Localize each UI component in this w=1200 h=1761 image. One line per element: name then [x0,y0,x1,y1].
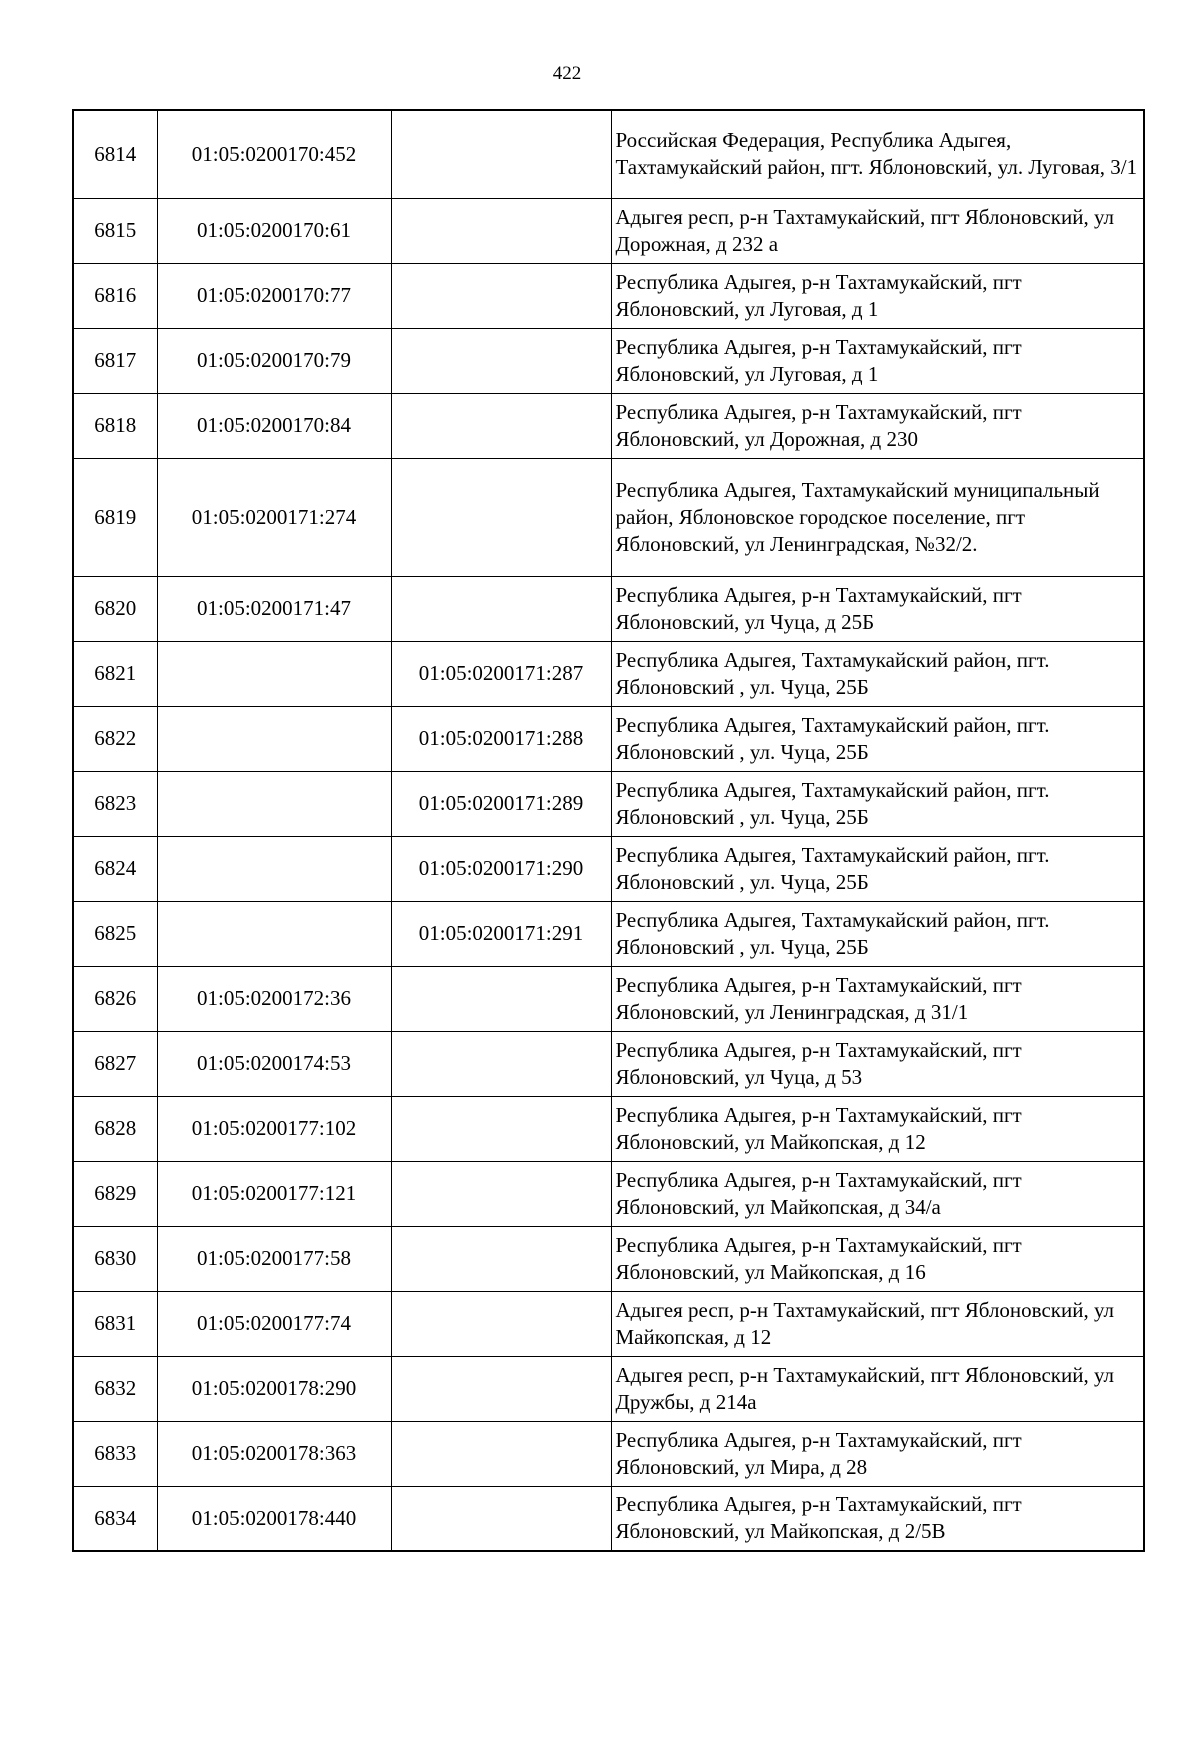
table-row [73,1161,1144,1226]
table-row [73,263,1144,328]
cadastral-number-alt-cell [391,1356,611,1421]
address-cell: Адыгея респ, р-н Тахтамукайский, пгт Яблоновский, ул Дорожная, д 232 а [611,198,1144,263]
address-cell: Республика Адыгея, р-н Тахтамукайский, пгт Яблоновский, ул Майкопская, д 16 [611,1226,1144,1291]
records-table-body [73,110,1144,1551]
address-cell: Республика Адыгея, р-н Тахтамукайский, пгт Яблоновский, ул Чуца, д 53 [611,1031,1144,1096]
cadastral-number-alt-cell [391,1161,611,1226]
cadastral-number-cell [157,836,391,901]
row-number-cell: 6832 [73,1356,157,1421]
cadastral-number-alt-cell [391,263,611,328]
cadastral-number-cell: 01:05:0200171:274 [157,458,391,576]
row-number-cell: 6818 [73,393,157,458]
cadastral-number-cell: 01:05:0200170:77 [157,263,391,328]
row-number-cell: 6814 [73,110,157,198]
address-cell: Республика Адыгея, Тахтамукайский район, пгт. Яблоновский , ул. Чуца, 25Б [611,901,1144,966]
cadastral-number-alt-cell [391,1031,611,1096]
cadastral-number-alt-cell: 01:05:0200171:290 [391,836,611,901]
address-cell: Республика Адыгея, р-н Тахтамукайский, пгт Яблоновский, ул Чуца, д 25Б [611,576,1144,641]
cadastral-number-alt-cell [391,458,611,576]
table-row [73,1486,1144,1551]
cadastral-number-alt-cell [391,328,611,393]
table-row [73,393,1144,458]
address-cell: Республика Адыгея, р-н Тахтамукайский, пгт Яблоновский, ул Луговая, д 1 [611,328,1144,393]
cadastral-number-cell: 01:05:0200172:36 [157,966,391,1031]
cadastral-number-cell: 01:05:0200178:440 [157,1486,391,1551]
table-row [73,576,1144,641]
table-row [73,1031,1144,1096]
cadastral-number-alt-cell: 01:05:0200171:291 [391,901,611,966]
row-number-cell: 6834 [73,1486,157,1551]
table-row [73,1096,1144,1161]
table-row [73,1421,1144,1486]
table-row [73,110,1144,198]
cadastral-number-cell: 01:05:0200170:79 [157,328,391,393]
cadastral-number-cell [157,901,391,966]
address-cell: Адыгея респ, р-н Тахтамукайский, пгт Яблоновский, ул Майкопская, д 12 [611,1291,1144,1356]
row-number-cell: 6824 [73,836,157,901]
table-row [73,641,1144,706]
table-row [73,771,1144,836]
cadastral-number-alt-cell: 01:05:0200171:287 [391,641,611,706]
table-row [73,198,1144,263]
row-number-cell: 6819 [73,458,157,576]
address-cell: Республика Адыгея, р-н Тахтамукайский, пгт Яблоновский, ул Мира, д 28 [611,1421,1144,1486]
cadastral-number-alt-cell [391,1226,611,1291]
table-row [73,328,1144,393]
cadastral-number-cell: 01:05:0200170:452 [157,110,391,198]
cadastral-number-alt-cell [391,1291,611,1356]
cadastral-number-cell: 01:05:0200178:290 [157,1356,391,1421]
table-row [73,1226,1144,1291]
cadastral-number-cell: 01:05:0200177:102 [157,1096,391,1161]
cadastral-number-cell: 01:05:0200170:84 [157,393,391,458]
table-row [73,966,1144,1031]
cadastral-number-cell: 01:05:0200171:47 [157,576,391,641]
cadastral-number-alt-cell [391,576,611,641]
cadastral-number-alt-cell [391,1096,611,1161]
cadastral-number-cell [157,771,391,836]
cadastral-number-cell: 01:05:0200177:58 [157,1226,391,1291]
cadastral-number-alt-cell [391,110,611,198]
row-number-cell: 6816 [73,263,157,328]
row-number-cell: 6823 [73,771,157,836]
address-cell: Республика Адыгея, р-н Тахтамукайский, пгт Яблоновский, ул Майкопская, д 34/а [611,1161,1144,1226]
row-number-cell: 6822 [73,706,157,771]
address-cell: Республика Адыгея, р-н Тахтамукайский, пгт Яблоновский, ул Майкопская, д 2/5В [611,1486,1144,1551]
address-cell: Республика Адыгея, р-н Тахтамукайский, пгт Яблоновский, ул Ленинградская, д 31/1 [611,966,1144,1031]
table-row [73,706,1144,771]
cadastral-number-cell: 01:05:0200177:74 [157,1291,391,1356]
row-number-cell: 6820 [73,576,157,641]
cadastral-records-table [72,109,1145,1552]
row-number-cell: 6830 [73,1226,157,1291]
address-cell: Российская Федерация, Республика Адыгея, Тахтамукайский район, пгт. Яблоновский, ул. Луговая, 3/1 [611,110,1144,198]
address-cell: Республика Адыгея, Тахтамукайский муниципальный район, Яблоновское городское поселение, пгт Яблоновский, ул Ленинградская, №32/2. [611,458,1144,576]
row-number-cell: 6817 [73,328,157,393]
cadastral-number-alt-cell [391,393,611,458]
row-number-cell: 6828 [73,1096,157,1161]
cadastral-number-alt-cell [391,198,611,263]
address-cell: Республика Адыгея, Тахтамукайский район, пгт. Яблоновский , ул. Чуца, 25Б [611,771,1144,836]
row-number-cell: 6829 [73,1161,157,1226]
address-cell: Адыгея респ, р-н Тахтамукайский, пгт Яблоновский, ул Дружбы, д 214а [611,1356,1144,1421]
row-number-cell: 6821 [73,641,157,706]
cadastral-number-alt-cell: 01:05:0200171:288 [391,706,611,771]
row-number-cell: 6831 [73,1291,157,1356]
page-number: 422 [552,63,582,84]
row-number-cell: 6827 [73,1031,157,1096]
cadastral-number-cell: 01:05:0200174:53 [157,1031,391,1096]
table-row [73,1356,1144,1421]
address-cell: Республика Адыгея, Тахтамукайский район, пгт. Яблоновский , ул. Чуца, 25Б [611,836,1144,901]
table-row [73,458,1144,576]
table-row [73,836,1144,901]
address-cell: Республика Адыгея, р-н Тахтамукайский, пгт Яблоновский, ул Дорожная, д 230 [611,393,1144,458]
table-row [73,1291,1144,1356]
row-number-cell: 6833 [73,1421,157,1486]
address-cell: Республика Адыгея, р-н Тахтамукайский, пгт Яблоновский, ул Луговая, д 1 [611,263,1144,328]
cadastral-number-cell: 01:05:0200178:363 [157,1421,391,1486]
address-cell: Республика Адыгея, Тахтамукайский район, пгт. Яблоновский , ул. Чуца, 25Б [611,641,1144,706]
row-number-cell: 6815 [73,198,157,263]
cadastral-number-cell [157,641,391,706]
row-number-cell: 6826 [73,966,157,1031]
cadastral-number-cell: 01:05:0200170:61 [157,198,391,263]
cadastral-number-alt-cell [391,1486,611,1551]
cadastral-number-cell: 01:05:0200177:121 [157,1161,391,1226]
cadastral-number-alt-cell: 01:05:0200171:289 [391,771,611,836]
cadastral-number-alt-cell [391,966,611,1031]
table-row [73,901,1144,966]
row-number-cell: 6825 [73,901,157,966]
address-cell: Республика Адыгея, р-н Тахтамукайский, пгт Яблоновский, ул Майкопская, д 12 [611,1096,1144,1161]
address-cell: Республика Адыгея, Тахтамукайский район, пгт. Яблоновский , ул. Чуца, 25Б [611,706,1144,771]
cadastral-number-alt-cell [391,1421,611,1486]
cadastral-number-cell [157,706,391,771]
